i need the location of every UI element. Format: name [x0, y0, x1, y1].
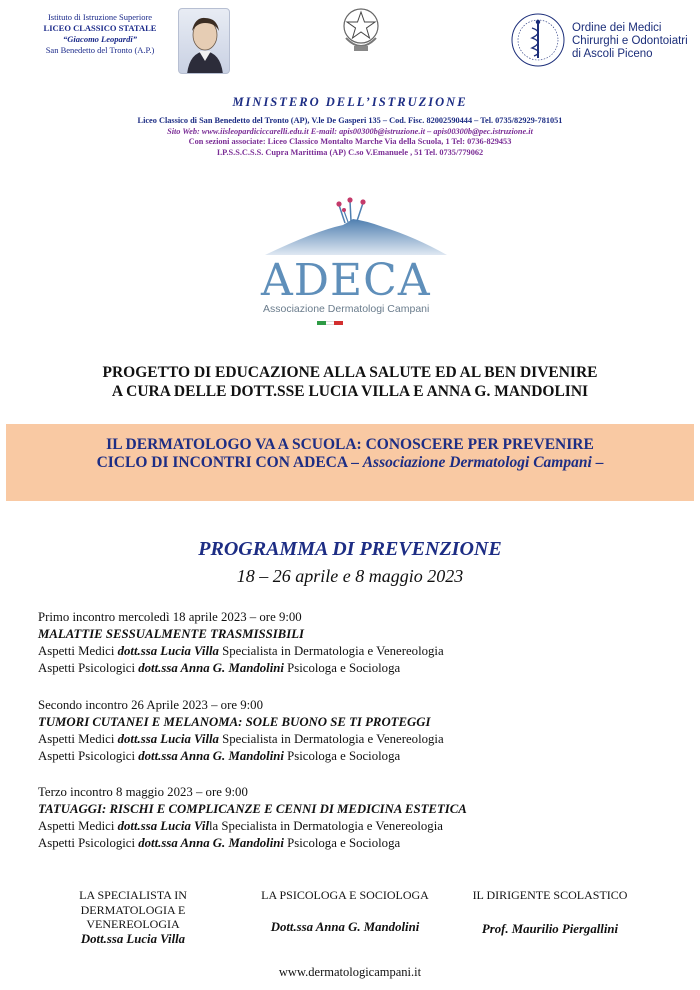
school-logo — [30, 12, 170, 56]
star-emblem-icon — [340, 4, 382, 56]
project-title — [0, 363, 700, 401]
ordine-line2: Chirurghi e Odontoiatri — [572, 35, 688, 47]
meeting-3 — [38, 784, 678, 852]
italian-flag-bar — [317, 321, 343, 325]
signature-name: Prof. Maurilio Piergallini — [481, 921, 619, 936]
ordine-line1: Ordine dei Medici — [572, 22, 662, 34]
signature-name: Dott.ssa Anna G. Mandolini — [270, 919, 420, 934]
doctor-name: dott.ssa Lucia Villa — [117, 644, 219, 658]
adeca-logo — [255, 197, 455, 332]
signature-name: Dott.ssa Lucia Villa — [80, 931, 186, 946]
program-title: PROGRAMMA DI PREVENZIONE — [198, 538, 502, 560]
text-span: Specialista in Dermatologia e Venereologia — [218, 732, 444, 746]
school-web-email-line: Sito Web: www.iisleopardiciccarelli.edu.it E-mail: apis00300b@istruzione.it – apis00300b@pec.istruzione.it — [167, 126, 533, 136]
text-span: Psicologa e Sociologa — [283, 836, 401, 850]
signature-psychologist — [238, 888, 452, 934]
banner-line1: IL DERMATOLOGO VA A SCUOLA: CONOSCERE PER PREVENIRE — [106, 436, 594, 453]
meeting-psychological-aspects — [38, 748, 678, 765]
school-ipsscss-line: I.P.S.S.C.S.S. Cupra Marittima (AP) C.so V.Emanuele , 51 Tel. 0735/779062 — [216, 147, 484, 157]
portrait-icon — [179, 9, 230, 74]
text-span: Aspetti Psicologici — [38, 836, 139, 850]
meeting-when: Secondo incontro 26 Aprile 2023 – ore 9:00 — [38, 698, 263, 712]
signature-role: DERMATOLOGIA E — [80, 902, 186, 917]
text-span: Aspetti Medici — [38, 819, 118, 833]
text-span: Psicologa e Sociologa — [283, 749, 401, 763]
leopardi-portrait-image — [178, 8, 230, 74]
school-logo-line2: LICEO CLASSICO STATALE — [43, 23, 157, 33]
project-title-line2: A CURA DELLE DOTT.SSE LUCIA VILLA E ANNA G. MANDOLINI — [111, 383, 589, 400]
program-dates: 18 – 26 aprile e 8 maggio 2023 — [236, 566, 464, 586]
text-span: Psicologa e Sociologa — [283, 661, 401, 675]
meeting-topic: TATUAGGI: RISCHI E COMPLICANZE E CENNI DI MEDICINA ESTETICA — [38, 802, 467, 816]
adeca-wordmark: ADECA — [261, 255, 431, 306]
school-address-line: Liceo Classico di San Benedetto del Tronto (AP), V.le De Gasperi 135 – Cod. Fisc. 82002590444 – Tel. 0735/82929-781051 — [137, 116, 563, 125]
school-logo-line1: Istituto di Istruzione Superiore — [47, 12, 153, 22]
doctor-name: dott.ssa Lucia Vil — [117, 819, 209, 833]
meeting-when: Terzo incontro 8 maggio 2023 – ore 9:00 — [38, 785, 248, 799]
banner-association-name: Associazione Dermatologi Campani — [362, 454, 592, 471]
text-span: la Specialista in Dermatologia e Venereologia — [209, 819, 443, 833]
adeca-subtitle: Associazione Dermatologi Campani — [263, 303, 430, 315]
school-contact-info — [0, 116, 700, 158]
meeting-topic: MALATTIE SESSUALMENTE TRASMISSIBILI — [38, 627, 304, 641]
meeting-1 — [38, 609, 678, 677]
meeting-medical-aspects — [38, 818, 678, 835]
text-span: Specialista in Dermatologia e Venereologia — [218, 644, 444, 658]
banner-line2-end: – — [591, 454, 604, 471]
ordine-line3: di Ascoli Piceno — [572, 48, 653, 60]
meeting-medical-aspects — [38, 731, 678, 748]
meeting-topic: TUMORI CUTANEI E MELANOMA: SOLE BUONO SE TI PROTEGGI — [38, 715, 431, 729]
signature-principal — [452, 888, 648, 936]
caduceus-icon — [510, 12, 566, 68]
doctor-name: dott.ssa Lucia Villa — [117, 732, 219, 746]
footer-website-link[interactable]: www.dermatologicampani.it — [278, 965, 422, 979]
school-section-line: Con sezioni associate: Liceo Classico Montalto Marche Via della Scuola, 1 Tel: 0736-829453 — [188, 137, 512, 147]
ministry-title: MINISTERO DELL’ISTRUZIONE — [232, 95, 468, 109]
meeting-psychological-aspects — [38, 835, 678, 852]
psychologist-name: dott.ssa Anna G. Mandolini — [138, 836, 284, 850]
psychologist-name: dott.ssa Anna G. Mandolini — [138, 749, 284, 763]
italian-republic-emblem — [340, 4, 382, 56]
text-span: Aspetti Psicologici — [38, 661, 139, 675]
school-logo-line4: San Benedetto del Tronto (A.P.) — [45, 45, 155, 55]
banner-line2 — [6, 454, 694, 472]
meeting-when: Primo incontro mercoledì 18 aprile 2023 – ore 9:00 — [38, 610, 302, 624]
meeting-psychological-aspects — [38, 660, 678, 677]
signature-role: LA PSICOLOGA E SOCIOLOGA — [261, 888, 429, 902]
psychologist-name: dott.ssa Anna G. Mandolini — [138, 661, 284, 675]
signature-specialist — [48, 888, 218, 946]
signature-role: LA SPECIALISTA IN — [79, 888, 187, 902]
meeting-2 — [38, 697, 678, 765]
ordine-medici-logo — [508, 10, 694, 70]
signature-role: VENEREOLOGIA — [86, 917, 180, 931]
signature-role: IL DIRIGENTE SCOLASTICO — [472, 888, 628, 902]
meeting-medical-aspects — [38, 643, 678, 660]
event-banner — [6, 424, 694, 501]
text-span: Aspetti Psicologici — [38, 749, 139, 763]
project-title-line1: PROGETTO DI EDUCAZIONE ALLA SALUTE ED AL BEN DIVENIRE — [102, 364, 598, 381]
text-span: Aspetti Medici — [38, 644, 118, 658]
banner-line2-start: CICLO DI INCONTRI CON ADECA – — [96, 454, 363, 471]
school-logo-line3: “Giacomo Leopardi” — [63, 34, 137, 44]
text-span: Aspetti Medici — [38, 732, 118, 746]
